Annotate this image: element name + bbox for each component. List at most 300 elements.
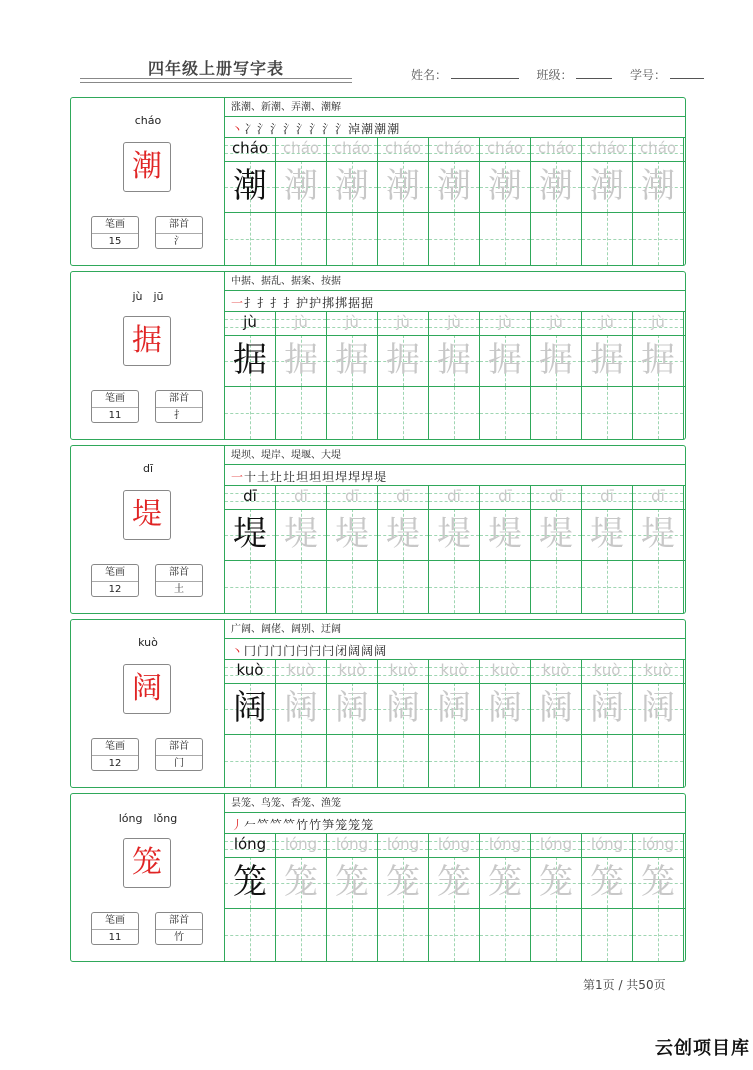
pinyin-cell[interactable] <box>480 834 531 857</box>
pinyin-trace: lóng <box>386 835 420 853</box>
practice-cell[interactable] <box>582 735 633 787</box>
strokes-count: 15 <box>108 236 122 247</box>
character-card <box>70 793 686 962</box>
character-cell[interactable] <box>276 683 327 734</box>
radical-label: 部首 <box>156 391 202 408</box>
stroke-step: 笼 <box>348 818 361 832</box>
character-trace: 堤 <box>335 514 369 554</box>
character-cell[interactable] <box>225 335 276 386</box>
pinyin-cell[interactable] <box>582 312 633 335</box>
stroke-step: 冫 <box>244 122 257 136</box>
practice-cell[interactable] <box>633 213 684 265</box>
practice-cell[interactable] <box>225 909 276 961</box>
pinyin-cell[interactable] <box>480 312 531 335</box>
character-trace: 堤 <box>539 514 573 554</box>
character-card <box>70 271 686 440</box>
character-cell[interactable] <box>582 857 633 908</box>
stroke-step: 挷 <box>322 296 335 310</box>
practice-cell[interactable] <box>429 735 480 787</box>
character-trace: 潮 <box>386 166 420 206</box>
strokes-box <box>91 216 139 249</box>
pinyin-cell[interactable] <box>582 486 633 509</box>
pinyin-trace: lóng <box>539 835 573 853</box>
practice-cell[interactable] <box>225 387 276 439</box>
character-trace: 阔 <box>641 688 675 728</box>
character-large: 据 <box>123 316 171 366</box>
radical-value: 土 <box>174 584 184 595</box>
stroke-step: 𠂉 <box>244 818 257 832</box>
practice-cell[interactable] <box>633 909 684 961</box>
character-cell[interactable] <box>429 509 480 560</box>
page-info: 第1页 / 共50页 <box>583 978 666 992</box>
radical-box <box>155 216 203 249</box>
pinyin-trace: dī <box>396 487 410 505</box>
character-cell[interactable] <box>429 683 480 734</box>
practice-cell[interactable] <box>480 735 531 787</box>
practice-cell[interactable] <box>582 213 633 265</box>
pinyin-cell[interactable] <box>429 312 480 335</box>
character-cell[interactable] <box>225 509 276 560</box>
pinyin-cell[interactable] <box>378 312 429 335</box>
stroke-step: 护 <box>309 296 322 310</box>
character-trace: 笼 <box>590 862 624 902</box>
character-cell[interactable] <box>633 161 684 212</box>
practice-cell[interactable] <box>276 387 327 439</box>
character-info <box>71 98 225 265</box>
stroke-step: 竹 <box>309 818 322 832</box>
pinyin-cell[interactable] <box>327 138 378 161</box>
practice-grid <box>225 486 685 613</box>
practice-cell[interactable] <box>429 909 480 961</box>
pinyin-trace: lóng <box>641 835 675 853</box>
character-trace: 堤 <box>284 514 318 554</box>
character-cell[interactable] <box>327 335 378 386</box>
pinyin-trace: jù <box>396 313 410 331</box>
practice-cell[interactable] <box>480 387 531 439</box>
character-pinyin: dī <box>142 462 154 475</box>
stroke-step: 据 <box>361 296 374 310</box>
stroke-step: 据 <box>348 296 361 310</box>
pinyin-trace: cháo <box>231 139 269 157</box>
character-large: 潮 <box>123 142 171 192</box>
radical-value: 竹 <box>174 932 184 943</box>
radical-box <box>155 912 203 945</box>
pinyin-cell[interactable] <box>225 486 276 509</box>
character-cell[interactable] <box>582 683 633 734</box>
pinyin-trace: jù <box>243 313 257 331</box>
stroke-order <box>225 117 685 138</box>
practice-cell[interactable] <box>429 213 480 265</box>
strokes-count: 11 <box>108 932 122 943</box>
stroke-step: 阔 <box>348 644 361 658</box>
character-cell[interactable] <box>276 335 327 386</box>
practice-cell[interactable] <box>633 561 684 613</box>
pinyin-cell[interactable] <box>582 660 633 683</box>
stroke-step: 门 <box>283 644 296 658</box>
pinyin-cell[interactable] <box>225 138 276 161</box>
stroke-step: 垾 <box>348 470 361 484</box>
character-trace: 笼 <box>284 862 318 902</box>
pinyin-cell[interactable] <box>633 312 684 335</box>
stroke-step: 垾 <box>361 470 374 484</box>
character-cell[interactable] <box>531 335 582 386</box>
character-trace: 阔 <box>335 688 369 728</box>
character-trace: 笼 <box>437 862 471 902</box>
character-card <box>70 619 686 788</box>
character-large: 阔 <box>123 664 171 714</box>
pinyin-cell[interactable] <box>378 660 429 683</box>
stroke-step: 垾 <box>335 470 348 484</box>
stroke-step: 潮 <box>374 122 387 136</box>
character-trace: 潮 <box>488 166 522 206</box>
character-trace: 阔 <box>386 688 420 728</box>
character-cell[interactable] <box>531 161 582 212</box>
stroke-step: 扌 <box>270 296 283 310</box>
practice-cell[interactable] <box>225 735 276 787</box>
pinyin-trace: cháo <box>333 139 371 157</box>
character-cell[interactable] <box>276 857 327 908</box>
watermark: 云创项目库 <box>655 1038 750 1059</box>
word-list: 涨潮、新潮、弄潮、潮解 <box>225 98 685 117</box>
practice-cell[interactable] <box>480 909 531 961</box>
stroke-step: 闩 <box>296 644 309 658</box>
name-label: 姓名： <box>411 68 448 82</box>
practice-cell[interactable] <box>531 909 582 961</box>
stroke-step: 氵 <box>309 122 322 136</box>
radical-box <box>155 390 203 423</box>
pinyin-cell[interactable] <box>531 660 582 683</box>
practice-cell[interactable] <box>531 735 582 787</box>
strokes-label: 笔画 <box>92 565 138 582</box>
pinyin-trace: kuò <box>542 661 570 679</box>
character-cell[interactable] <box>225 161 276 212</box>
character-cell[interactable] <box>327 161 378 212</box>
practice-cell[interactable] <box>327 387 378 439</box>
stroke-step: 潮 <box>361 122 374 136</box>
pinyin-trace: kuò <box>644 661 672 679</box>
character-cell[interactable] <box>378 683 429 734</box>
stroke-step: 堤 <box>374 470 387 484</box>
character-cell[interactable] <box>480 509 531 560</box>
strokes-count: 12 <box>108 584 122 595</box>
character-trace: 笼 <box>386 862 420 902</box>
strokes-label: 笔画 <box>92 217 138 234</box>
practice-cell[interactable] <box>225 561 276 613</box>
practice-cell[interactable] <box>327 561 378 613</box>
character-card <box>70 97 686 266</box>
stroke-step: 一 <box>231 470 244 484</box>
pinyin-cell[interactable] <box>480 138 531 161</box>
radical-value: 门 <box>174 758 184 769</box>
character-large: 笼 <box>123 838 171 888</box>
character-trace: 阔 <box>488 688 522 728</box>
stroke-step: 𥫗 <box>257 818 270 832</box>
pinyin-cell[interactable] <box>276 834 327 857</box>
character-cell[interactable] <box>480 683 531 734</box>
pinyin-cell[interactable] <box>531 834 582 857</box>
character-cell[interactable] <box>327 857 378 908</box>
pinyin-trace: kuò <box>491 661 519 679</box>
character-trace: 据 <box>335 340 369 380</box>
character-cell[interactable] <box>327 683 378 734</box>
pinyin-cell[interactable] <box>531 312 582 335</box>
character-pinyin: kuò <box>138 636 158 649</box>
practice-cell[interactable] <box>378 213 429 265</box>
practice-area <box>225 446 685 613</box>
pinyin-trace: jù <box>600 313 614 331</box>
character-cell[interactable] <box>480 161 531 212</box>
pinyin-cell[interactable] <box>429 486 480 509</box>
pinyin-cell[interactable] <box>327 312 378 335</box>
pinyin-cell[interactable] <box>378 834 429 857</box>
practice-cell[interactable] <box>429 387 480 439</box>
pinyin-trace: jù <box>498 313 512 331</box>
stroke-step: 挷 <box>335 296 348 310</box>
practice-cell[interactable] <box>531 561 582 613</box>
stroke-step: 闩 <box>309 644 322 658</box>
practice-cell[interactable] <box>378 735 429 787</box>
header-title: 四年级上册写字表 <box>147 59 284 78</box>
pinyin-trace: dī <box>447 487 461 505</box>
stroke-step: 圵 <box>270 470 283 484</box>
character-cell[interactable] <box>276 509 327 560</box>
pinyin-cell[interactable] <box>633 834 684 857</box>
character-trace: 堤 <box>641 514 675 554</box>
pinyin-cell[interactable] <box>582 138 633 161</box>
character-cell[interactable] <box>429 161 480 212</box>
character-cell[interactable] <box>633 683 684 734</box>
character-trace: 堤 <box>590 514 624 554</box>
character-cell[interactable] <box>378 509 429 560</box>
character-cell[interactable] <box>582 161 633 212</box>
character-trace: 笼 <box>233 862 267 902</box>
number-label: 学号： <box>630 68 667 82</box>
character-cell[interactable] <box>633 509 684 560</box>
practice-cell[interactable] <box>582 387 633 439</box>
practice-cell[interactable] <box>633 735 684 787</box>
pinyin-trace: kuò <box>440 661 468 679</box>
class-label: 班级： <box>536 68 573 82</box>
pinyin-trace: lóng <box>488 835 522 853</box>
character-cell[interactable] <box>531 857 582 908</box>
pinyin-trace: cháo <box>486 139 524 157</box>
character-trace: 笼 <box>539 862 573 902</box>
practice-cell[interactable] <box>327 213 378 265</box>
practice-cell[interactable] <box>531 387 582 439</box>
pinyin-cell[interactable] <box>378 486 429 509</box>
stroke-step: 扌 <box>244 296 257 310</box>
character-cell[interactable] <box>378 335 429 386</box>
stroke-step: 氵 <box>270 122 283 136</box>
practice-cell[interactable] <box>582 909 633 961</box>
practice-cell[interactable] <box>327 909 378 961</box>
pinyin-cell[interactable] <box>480 660 531 683</box>
character-trace: 堤 <box>488 514 522 554</box>
stroke-step: 坦 <box>309 470 322 484</box>
character-cell[interactable] <box>531 683 582 734</box>
character-trace: 潮 <box>437 166 471 206</box>
stroke-step: 坦 <box>322 470 335 484</box>
practice-cell[interactable] <box>276 561 327 613</box>
pinyin-trace: dī <box>651 487 665 505</box>
practice-cell[interactable] <box>633 387 684 439</box>
stroke-step: 门 <box>257 644 270 658</box>
practice-area <box>225 98 685 265</box>
pinyin-trace: kuò <box>389 661 417 679</box>
pinyin-trace: lóng <box>437 835 471 853</box>
character-cell[interactable] <box>429 857 480 908</box>
pinyin-trace: dī <box>549 487 563 505</box>
pinyin-cell[interactable] <box>582 834 633 857</box>
character-trace: 阔 <box>590 688 624 728</box>
word-list: 广阔、阔佬、阔别、迂阔 <box>225 620 685 639</box>
stroke-step: 一 <box>231 296 244 310</box>
character-cell[interactable] <box>225 857 276 908</box>
character-large: 堤 <box>123 490 171 540</box>
character-cell[interactable] <box>531 509 582 560</box>
strokes-box <box>91 564 139 597</box>
pinyin-cell[interactable] <box>378 138 429 161</box>
stroke-step: 氵 <box>257 122 270 136</box>
pinyin-cell[interactable] <box>633 486 684 509</box>
practice-cell[interactable] <box>276 909 327 961</box>
pinyin-trace: jù <box>345 313 359 331</box>
practice-cell[interactable] <box>480 561 531 613</box>
pinyin-cell[interactable] <box>276 486 327 509</box>
stroke-step: 扌 <box>257 296 270 310</box>
pinyin-cell[interactable] <box>225 660 276 683</box>
character-trace: 潮 <box>233 166 267 206</box>
pinyin-cell[interactable] <box>327 660 378 683</box>
stroke-step: 氵 <box>296 122 309 136</box>
pinyin-trace: kuò <box>287 661 315 679</box>
pinyin-trace: jù <box>651 313 665 331</box>
practice-cell[interactable] <box>582 561 633 613</box>
pinyin-cell[interactable] <box>276 660 327 683</box>
character-trace: 潮 <box>641 166 675 206</box>
word-list: 昙笼、鸟笼、香笼、渔笼 <box>225 794 685 813</box>
character-cell[interactable] <box>327 509 378 560</box>
pinyin-cell[interactable] <box>429 834 480 857</box>
pinyin-cell[interactable] <box>633 660 684 683</box>
number-field[interactable] <box>670 68 704 79</box>
character-trace: 据 <box>539 340 573 380</box>
practice-grid <box>225 660 685 787</box>
pinyin-cell[interactable] <box>276 138 327 161</box>
pinyin-cell[interactable] <box>225 312 276 335</box>
pinyin-trace: jù <box>549 313 563 331</box>
practice-cell[interactable] <box>276 735 327 787</box>
character-cell[interactable] <box>225 683 276 734</box>
radical-value: 扌 <box>174 410 184 421</box>
practice-cell[interactable] <box>378 909 429 961</box>
character-trace: 堤 <box>233 514 267 554</box>
pinyin-cell[interactable] <box>531 486 582 509</box>
pinyin-cell[interactable] <box>633 138 684 161</box>
name-field[interactable] <box>451 68 519 79</box>
character-trace: 笼 <box>488 862 522 902</box>
pinyin-trace: dī <box>600 487 614 505</box>
practice-cell[interactable] <box>327 735 378 787</box>
character-cell[interactable] <box>378 161 429 212</box>
pinyin-trace: lóng <box>335 835 369 853</box>
character-trace: 阔 <box>539 688 573 728</box>
practice-cell[interactable] <box>378 387 429 439</box>
character-trace: 笼 <box>335 862 369 902</box>
header-rule <box>80 78 352 83</box>
practice-cell[interactable] <box>378 561 429 613</box>
pinyin-trace: dī <box>243 487 257 505</box>
character-cell[interactable] <box>633 857 684 908</box>
stroke-step: 土 <box>257 470 270 484</box>
pinyin-cell[interactable] <box>429 138 480 161</box>
radical-value: 氵 <box>174 236 184 247</box>
pinyin-cell[interactable] <box>276 312 327 335</box>
character-trace: 笼 <box>641 862 675 902</box>
practice-cell[interactable] <box>531 213 582 265</box>
character-cell[interactable] <box>429 335 480 386</box>
stroke-step: 冂 <box>244 644 257 658</box>
pinyin-trace: dī <box>498 487 512 505</box>
pinyin-cell[interactable] <box>480 486 531 509</box>
practice-grid <box>225 138 685 265</box>
header-fields <box>411 66 704 83</box>
pinyin-cell[interactable] <box>327 486 378 509</box>
pinyin-cell[interactable] <box>327 834 378 857</box>
character-cell[interactable] <box>276 161 327 212</box>
stroke-step: 坦 <box>296 470 309 484</box>
stroke-step: 氵 <box>283 122 296 136</box>
word-list: 堤坝、堤岸、堤堰、大堤 <box>225 446 685 465</box>
practice-area <box>225 794 685 961</box>
character-cell[interactable] <box>582 509 633 560</box>
practice-cell[interactable] <box>429 561 480 613</box>
stroke-step: 笋 <box>322 818 335 832</box>
practice-cell[interactable] <box>225 213 276 265</box>
pinyin-cell[interactable] <box>429 660 480 683</box>
character-trace: 据 <box>233 340 267 380</box>
practice-area <box>225 620 685 787</box>
strokes-box <box>91 738 139 771</box>
strokes-label: 笔画 <box>92 391 138 408</box>
character-trace: 阔 <box>233 688 267 728</box>
character-trace: 阔 <box>437 688 471 728</box>
character-cell[interactable] <box>378 857 429 908</box>
stroke-step: 丶 <box>231 122 244 136</box>
character-trace: 潮 <box>590 166 624 206</box>
stroke-step: 阔 <box>361 644 374 658</box>
radical-label: 部首 <box>156 565 202 582</box>
character-trace: 潮 <box>539 166 573 206</box>
practice-cell[interactable] <box>276 213 327 265</box>
character-cell[interactable] <box>582 335 633 386</box>
pinyin-trace: cháo <box>588 139 626 157</box>
practice-area <box>225 272 685 439</box>
character-trace: 据 <box>386 340 420 380</box>
pinyin-cell[interactable] <box>531 138 582 161</box>
character-cell[interactable] <box>633 335 684 386</box>
pinyin-cell[interactable] <box>225 834 276 857</box>
pinyin-trace: cháo <box>282 139 320 157</box>
stroke-step: 闭 <box>335 644 348 658</box>
class-field[interactable] <box>576 68 612 79</box>
stroke-order <box>225 465 685 486</box>
character-cell[interactable] <box>480 335 531 386</box>
practice-cell[interactable] <box>480 213 531 265</box>
radical-label: 部首 <box>156 913 202 930</box>
character-cell[interactable] <box>480 857 531 908</box>
stroke-order <box>225 639 685 660</box>
